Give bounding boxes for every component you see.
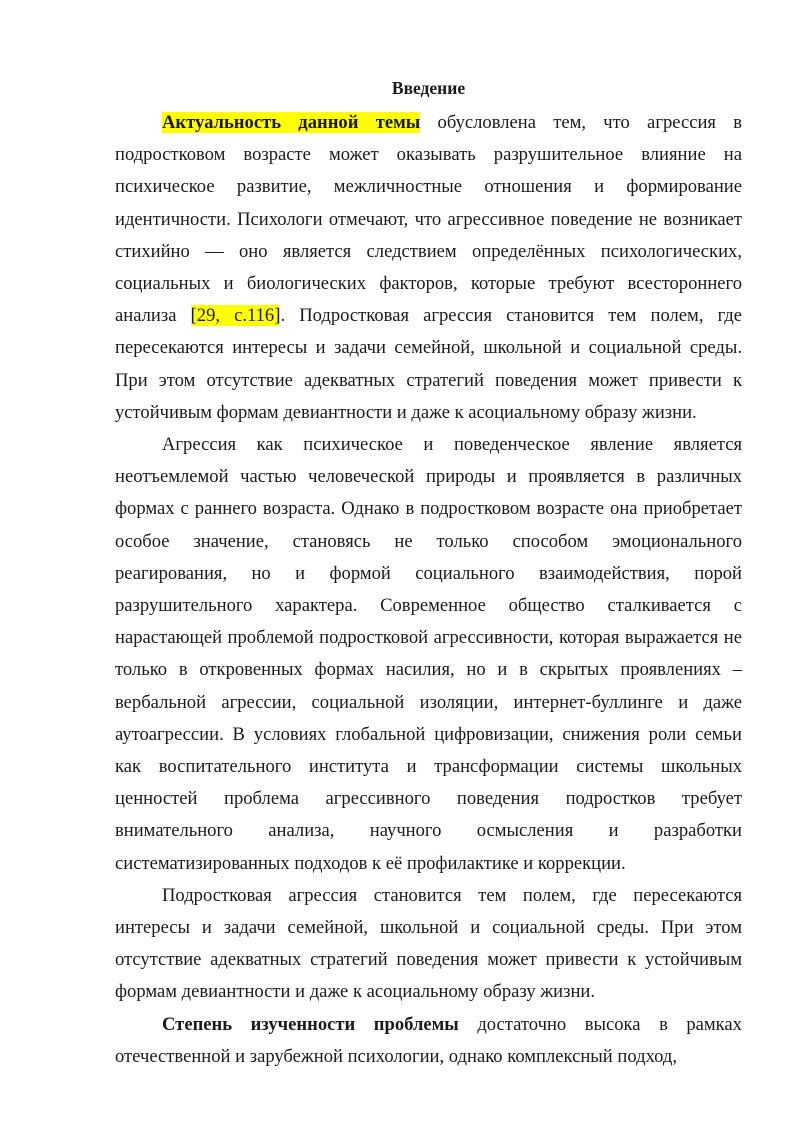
relevance-text-b: . Подростковая агрессия становится тем полем, где пересекаются интересы и задачи семейной, школьной и социальной среды. При этом отсутствие адекватных стратегий поведения может привести к устойчивым формам девиантности и даже к асоциальному образу жизни. bbox=[115, 305, 742, 423]
citation: [29, с.116] bbox=[190, 305, 281, 327]
paragraph-adolescent-aggression: Подростковая агрессия становится тем полем, где пересекаются интересы и задачи семейной, школьной и социальной среды. При этом отсутствие адекватных стратегий поведения может привести к устойчивым формам девиантности и даже к асоциальному образу жизни. bbox=[115, 884, 742, 1003]
paragraph-research-degree bbox=[115, 1009, 742, 1073]
paragraph-aggression: Агрессия как психическое и поведенческое явление является неотъемлемой частью человеческой природы и проявляется в различных формах с раннего возраста. Однако в подростковом возрасте она приобретает особое значение, становясь не только способом эмоционального реагирования, но и формой социального взаимодействия, порой разрушительного характера. Современное общество сталкивается с нарастающей проблемой подростковой агрессивности, которая выражается не только в откровенных формах насилия, но и в скрытых проявлениях – вербальной агрессии, социальной изоляции, интернет-буллинге и даже аутоагрессии. В условиях глобальной цифровизации, снижения роли семьи как воспитательного института и трансформации системы школьных ценностей проблема агрессивного поведения подростков требует внимательного анализа, научного осмысления и разработки систематизированных подходов к её профилактике и коррекции. bbox=[115, 434, 742, 874]
paragraph-relevance bbox=[115, 107, 742, 429]
relevance-lead: Актуальность данной темы bbox=[162, 112, 421, 133]
research-degree-lead: Степень изученности проблемы bbox=[162, 1013, 459, 1035]
research-degree-text: достаточно высока в рамках отечественной и зарубежной психологии, однако комплексный подход, bbox=[115, 1013, 742, 1067]
relevance-text-a: обусловлена тем, что агрессия в подростковом возрасте может оказывать разрушительное влияние на психическое развитие, межличностные отношения и формирование идентичности. Психологи отмечают, что агрессивное поведение не возникает стихийно — оно является следствием определённых психологических, социальных и биологических факторов, которые требуют всестороннего анализа bbox=[115, 112, 742, 327]
page-title: Введение bbox=[391, 78, 466, 98]
